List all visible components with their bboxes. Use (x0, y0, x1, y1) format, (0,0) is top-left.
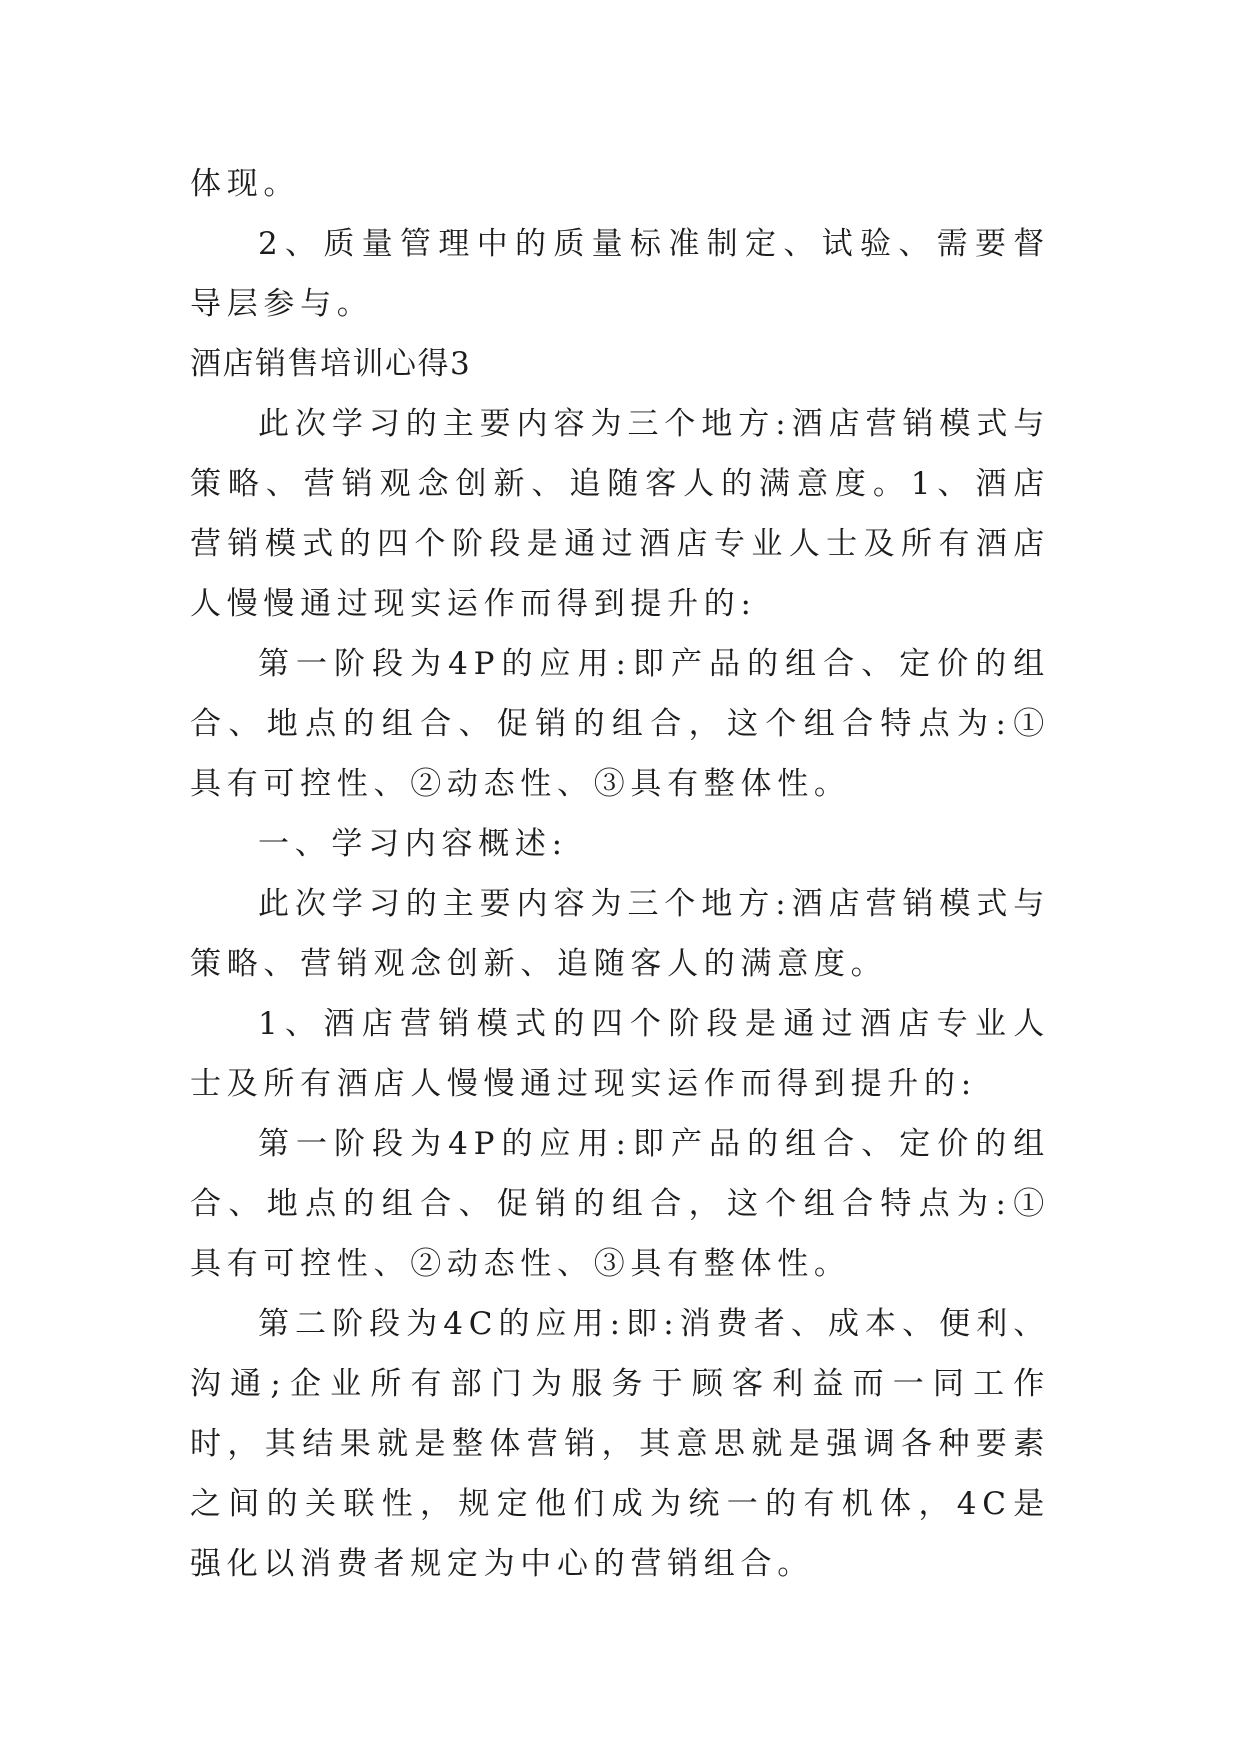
paragraph-stage-two-4c: 第二阶段为4C的应用:即:消费者、成本、便利、沟通;企业所有部门为服务于顾客利益而一同工作时，其结果就是整体营销，其意思就是强调各种要素之间的关联性，规定他们成为统一的有机体，4C是强化以消费者规定为中心的营销组合。 (190, 1306, 1050, 1582)
section-heading: 酒店销售培训心得3 (190, 346, 472, 382)
paragraph-study-content: 此次学习的主要内容为三个地方:酒店营销模式与策略、营销观念创新、追随客人的满意度。 (190, 886, 1050, 982)
paragraph-study-intro: 此次学习的主要内容为三个地方:酒店营销模式与策略、营销观念创新、追随客人的满意度。1、酒店营销模式的四个阶段是通过酒店专业人士及所有酒店人慢慢通过现实运作而得到提升的: (190, 406, 1050, 622)
paragraph-continuation: 体现。 (190, 166, 301, 202)
document-body (190, 154, 1050, 1594)
paragraph-stage-one-4p-repeat: 第一阶段为4P的应用:即产品的组合、定价的组合、地点的组合、促销的组合，这个组合特点为:①具有可控性、②动态性、③具有整体性。 (190, 1126, 1050, 1282)
paragraph-four-stages: 1、酒店营销模式的四个阶段是通过酒店专业人士及所有酒店人慢慢通过现实运作而得到提升的: (190, 1006, 1050, 1102)
paragraph-quality-standard: 2、质量管理中的质量标准制定、试验、需要督导层参与。 (190, 226, 1050, 322)
paragraph-stage-one-4p: 第一阶段为4P的应用:即产品的组合、定价的组合、地点的组合、促销的组合，这个组合特点为:①具有可控性、②动态性、③具有整体性。 (190, 646, 1050, 802)
paragraph-summary-heading: 一、学习内容概述: (258, 826, 568, 862)
